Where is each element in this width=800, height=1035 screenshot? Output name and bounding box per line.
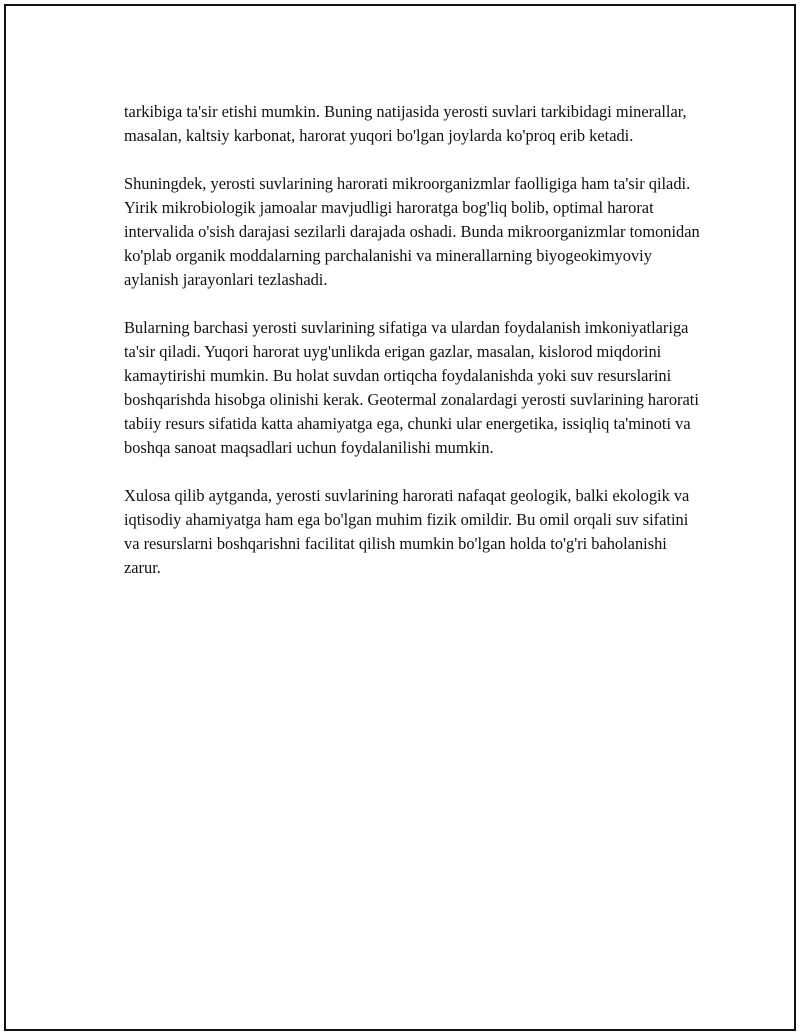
paragraph-3: Bularning barchasi yerosti suvlarining sifatiga va ulardan foydalanish imkoniyatlariga ta'sir qiladi. Yuqori harorat uyg'unlikda erigan gazlar, masalan, kislorod miqdorini kamaytirishi mumkin. Bu holat suvdan ortiqcha foydalanishda yoki suv resurslarini boshqarishda hisobga olinishi kerak. Geotermal zonalardagi yerosti suvlarining harorati tabiiy resurs sifatida katta ahamiyatga ega, chunki ular energetika, issiqliq ta'minoti va boshqa sanoat maqsadlari uchun foydalanilishi mumkin. [124,318,699,457]
paragraph-4: Xulosa qilib aytganda, yerosti suvlarining harorati nafaqat geologik, balki ekologik va iqtisodiy ahamiyatga ham ega bo'lgan muhim fizik omildir. Bu omil orqali suv sifatini va resurslarni boshqarishni facilitat qilish mumkin bo'lgan holda to'g'ri baholanishi zarur. [124,486,690,577]
paragraph-1: tarkibiga ta'sir etishi mumkin. Buning natijasida yerosti suvlari tarkibidagi minerallar, masalan, kaltsiy karbonat, harorat yuqori bo'lgan joylarda ko'proq erib ketadi. [124,102,687,145]
paragraph-2: Shuningdek, yerosti suvlarining harorati mikroorganizmlar faolligiga ham ta'sir qiladi. Yirik mikrobiologik jamoalar mavjudligi haroratga bog'liq bolib, optimal harorat intervalida o'sish darajasi sezilarli darajada oshadi. Bunda mikroorganizmlar tomonidan ko'plab organik moddalarning parchalanishi va minerallarning biyogeokimyoviy aylanish jarayonlari tezlashadi. [124,174,700,289]
document-body [124,100,704,604]
page-frame [4,4,796,1031]
